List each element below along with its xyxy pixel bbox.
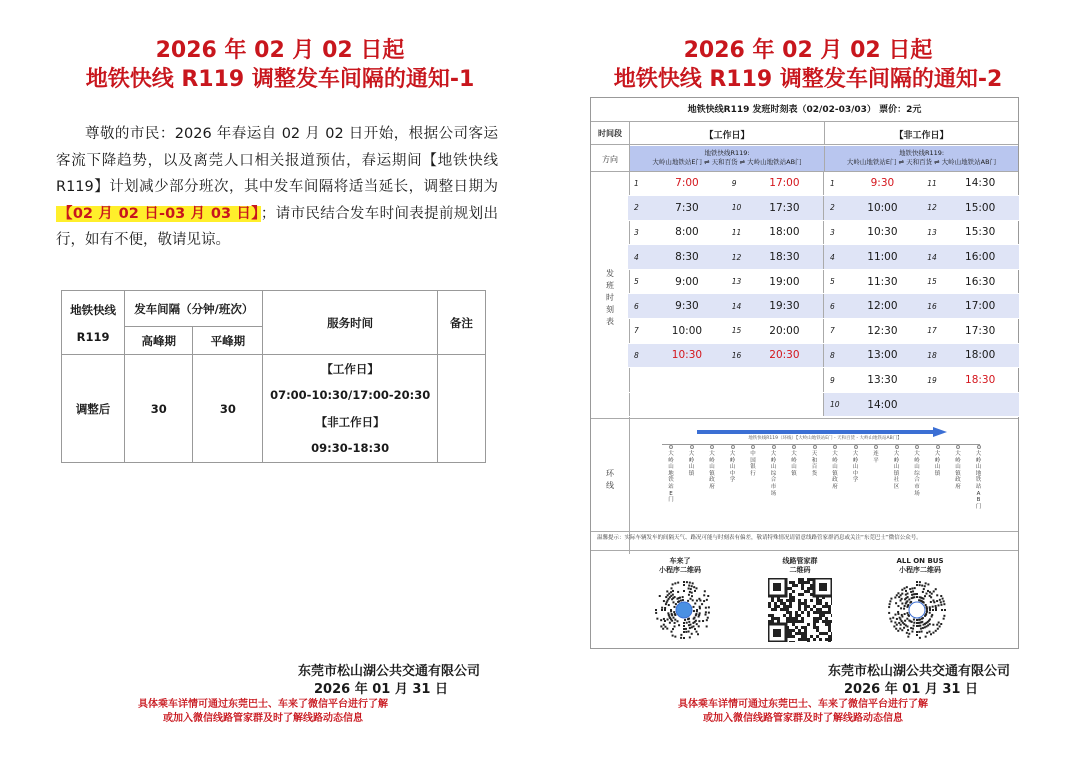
qr1-label: 车来了 小程序二维码: [659, 557, 701, 574]
stop-name: 大岭山镇政府: [955, 451, 961, 490]
stop-name: 大岭山地铁站AB门: [975, 451, 982, 510]
direction-workday: [630, 146, 824, 171]
schedule-row: [628, 319, 1019, 344]
trip-number: 6: [628, 294, 648, 319]
trip-number: 16: [921, 294, 941, 319]
qr2-label: 线路管家群 二维码: [782, 557, 818, 574]
departure-time: 7:00: [648, 171, 726, 196]
trip-number: 9: [823, 368, 843, 393]
left-company: 东莞市松山湖公共交通有限公司: [297, 664, 480, 679]
loop-stops: [660, 443, 990, 523]
remark-value: [437, 355, 485, 463]
stop-name: 大岭山综合市场: [770, 451, 777, 497]
departure-time: 14:30: [941, 171, 1019, 196]
loop-stop: [894, 445, 900, 491]
qr3-label: ALL ON BUS 小程序二维码: [896, 557, 944, 574]
trip-number: 2: [823, 196, 843, 221]
schedule-row: [628, 269, 1019, 294]
trip-number: 8: [628, 343, 648, 368]
stop-name: 大岭山镇政府: [832, 451, 838, 490]
right-title-line1: 2026 年 02 月 02 日起: [683, 38, 933, 63]
trip-number: 12: [921, 196, 941, 221]
trip-number: [628, 368, 648, 393]
direction-route-nonworkday: 地铁快线R119:: [898, 149, 945, 157]
stop-dot-icon: [833, 445, 837, 449]
stop-dot-icon: [874, 445, 878, 449]
direction-label: 方向: [602, 155, 618, 164]
nonworkday-label: 【非工作日】: [315, 414, 385, 429]
departure-time: 19:30: [746, 294, 824, 319]
stop-dot-icon: [977, 445, 981, 449]
loop-stop: [750, 445, 756, 477]
departure-time: 9:30: [844, 171, 922, 196]
service-interval-table: [61, 290, 486, 463]
departure-time: 10:30: [844, 220, 922, 245]
direction-nonworkday: [824, 146, 1018, 171]
stop-dot-icon: [854, 445, 858, 449]
stop-dot-icon: [813, 445, 817, 449]
departure-time: 16:30: [941, 269, 1019, 294]
departure-time: [648, 392, 726, 417]
direction-text-nonworkday: 大岭山地铁站E门 ⇌ 天和百货 ⇌ 大岭山地铁站AB门: [846, 158, 997, 166]
loop-stop: [812, 445, 818, 477]
trip-number: 13: [726, 269, 746, 294]
loop-stop: [832, 445, 838, 491]
offpeak-header: 平峰期: [193, 327, 263, 355]
departure-time: 20:00: [746, 319, 824, 344]
trip-number: 4: [823, 245, 843, 270]
departure-time: 18:00: [941, 343, 1019, 368]
stop-name: 大岭山镇: [791, 451, 797, 477]
period-workday: 【工作日】: [704, 131, 750, 141]
right-title-line2: 地铁快线 R119 调整发车间隔的通知-2: [613, 67, 1003, 92]
trip-number: 3: [628, 220, 648, 245]
trip-number: 15: [921, 269, 941, 294]
direction-route-workday: 地铁快线R119:: [704, 149, 750, 157]
trip-number: [921, 392, 941, 417]
trip-number: 9: [726, 171, 746, 196]
schedule-row: [628, 343, 1019, 368]
departure-time: [746, 392, 824, 417]
stop-dot-icon: [669, 445, 673, 449]
left-signature: [230, 663, 480, 699]
departure-time: 7:30: [648, 196, 726, 221]
stop-name: 大岭山地铁站E门: [668, 451, 674, 504]
stop-dot-icon: [710, 445, 714, 449]
workday-time: 07:00-10:30/17:00-20:30: [270, 388, 431, 402]
notice-separator-bottom: [591, 550, 1018, 551]
offpeak-interval-value: 30: [193, 355, 263, 463]
stop-dot-icon: [936, 445, 940, 449]
stop-name: 大岭山中学: [729, 451, 736, 484]
departure-time: 15:30: [941, 220, 1019, 245]
departure-time: [648, 368, 726, 393]
schedule-row: [628, 294, 1019, 319]
departure-time: 19:00: [746, 269, 824, 294]
interval-header: 发车间隔（分钟/班次）: [125, 291, 263, 327]
stop-dot-icon: [895, 445, 899, 449]
stop-dot-icon: [751, 445, 755, 449]
departure-time: [941, 392, 1019, 417]
departure-time: 12:00: [844, 294, 922, 319]
workday-label: 【工作日】: [321, 361, 379, 376]
loop-separator: [591, 418, 1018, 419]
trip-number: 10: [726, 196, 746, 221]
peak-header: 高峰期: [125, 327, 193, 355]
loop-stop: [730, 445, 736, 484]
trip-number: 3: [823, 220, 843, 245]
right-company: 东莞市松山湖公共交通有限公司: [827, 664, 1010, 679]
loop-header: 地铁快线R119（环线）【大岭山地铁站E门 - 天和百货 - 大岭山地铁站AB门】: [748, 436, 902, 441]
trip-number: 13: [921, 220, 941, 245]
allonbus-miniprogram-qr-icon[interactable]: [885, 578, 949, 642]
loop-stop: [668, 445, 674, 504]
direction-text-workday: 大岭山地铁站E门 ⇌ 天和百货 ⇌ 大岭山地铁站AB门: [652, 158, 802, 166]
stop-name: 大岭山镇: [934, 451, 941, 477]
left-title-line2: 地铁快线 R119 调整发车间隔的通知-1: [85, 67, 475, 92]
departure-time: 9:00: [648, 269, 726, 294]
trip-number: 2: [628, 196, 648, 221]
loop-stop: [935, 445, 941, 477]
loop-stop: [914, 445, 920, 497]
left-notice-title: [20, 36, 540, 94]
departure-time: 17:30: [941, 319, 1019, 344]
stop-dot-icon: [956, 445, 960, 449]
loop-direction-arrow: [697, 422, 947, 432]
loop-label: 环线: [606, 469, 614, 490]
intro-text-after: ；请市民结合发车时间表提前规划出行，如有不便，敬请见谅。: [56, 205, 498, 248]
departure-time: 11:00: [844, 245, 922, 270]
loop-stop: [709, 445, 715, 491]
trip-number: 15: [726, 319, 746, 344]
left-date: 2026 年 01 月 31 日: [314, 682, 448, 697]
left-tip-line1: 具体乘车详情可通过东莞巴士、车来了微信平台进行了解: [138, 699, 388, 710]
trip-number: 12: [726, 245, 746, 270]
right-signature: [760, 663, 1010, 699]
trip-number: 5: [628, 269, 648, 294]
departure-time: 18:00: [746, 220, 824, 245]
trip-number: [726, 368, 746, 393]
line-manager-group-qr-icon[interactable]: [768, 578, 832, 642]
left-tip: [128, 698, 398, 726]
departure-time: 13:30: [844, 368, 922, 393]
stop-dot-icon: [690, 445, 694, 449]
service-time-value: [263, 355, 437, 463]
departure-time: 17:30: [746, 196, 824, 221]
departure-time: 12:30: [844, 319, 922, 344]
period-row: [591, 122, 1018, 145]
loop-stop: [771, 445, 777, 497]
left-tip-line2: 或加入微信线路管家群及时了解线路动态信息: [163, 713, 363, 724]
right-tip-line2: 或加入微信线路管家群及时了解线路动态信息: [703, 713, 903, 724]
route-name-line1: 地铁快线: [70, 302, 117, 317]
stop-dot-icon: [731, 445, 735, 449]
schedule-row: [628, 392, 1019, 417]
period-nonworkday: 【非工作日】: [824, 122, 1018, 144]
trip-number: 7: [628, 319, 648, 344]
departure-time: 14:00: [844, 392, 922, 417]
right-tip-line1: 具体乘车详情可通过东莞巴士、车来了微信平台进行了解: [678, 699, 928, 710]
schedule-row: [628, 220, 1019, 245]
remark-header: 备注: [437, 291, 485, 355]
trip-number: 18: [921, 343, 941, 368]
loop-stop: [791, 445, 797, 477]
schedule-row: [628, 368, 1019, 393]
stop-name: 大岭山镇: [688, 451, 695, 477]
route-name-line2: R119: [76, 329, 110, 344]
peak-interval-value: 30: [125, 355, 193, 463]
departure-time: 17:00: [941, 294, 1019, 319]
intro-date-highlight: 【02 月 02 日-03 月 03 日】: [58, 205, 259, 222]
departure-time: 9:30: [648, 294, 726, 319]
schedule-row: [628, 171, 1019, 196]
stop-dot-icon: [792, 445, 796, 449]
trip-number: 16: [726, 343, 746, 368]
stop-name: 大岭山镇社区: [893, 451, 900, 490]
departure-time: 8:30: [648, 245, 726, 270]
departure-time: 10:00: [648, 319, 726, 344]
loop-stop: [976, 445, 982, 510]
direction-row: [591, 146, 1018, 172]
loop-stop: [689, 445, 695, 477]
period-label: 时间段: [598, 129, 622, 138]
trip-number: [628, 392, 648, 417]
trip-number: 11: [726, 220, 746, 245]
trip-number: 1: [628, 171, 648, 196]
stop-name: 大岭山镇政府: [709, 451, 715, 490]
intro-text-before: 尊敬的市民：2026 年春运自 02 月 02 日开始，根据公司客运客流下降趋势，以及离莞人口相关报道预估，春运期间【地铁快线 R119】计划减少部分班次，其中发车间隔将适当延长，调整日期为: [56, 126, 498, 195]
departure-time: 18:30: [746, 245, 824, 270]
trip-number: 14: [726, 294, 746, 319]
trip-number: 11: [921, 171, 941, 196]
loop-stop: [853, 445, 859, 484]
nonworkday-time: 09:30-18:30: [311, 441, 390, 455]
notice-separator-top: [591, 531, 1018, 532]
stop-name: 大岭山中学: [852, 451, 859, 484]
trip-number: 6: [823, 294, 843, 319]
departure-time: 17:00: [746, 171, 824, 196]
departure-time: 10:00: [844, 196, 922, 221]
departure-time: [746, 368, 824, 393]
stop-dot-icon: [772, 445, 776, 449]
trip-number: [726, 392, 746, 417]
loop-stop: [873, 445, 879, 464]
loop-stop: [955, 445, 961, 491]
departure-time: 20:30: [746, 343, 824, 368]
stop-name: 大岭山综合市场: [914, 451, 920, 497]
chelaile-miniprogram-qr-icon[interactable]: [652, 578, 716, 642]
trip-number: 1: [823, 171, 843, 196]
adjusted-row-label: 调整后: [62, 355, 125, 463]
left-title-line1: 2026 年 02 月 02 日起: [155, 38, 405, 63]
trip-number: 14: [921, 245, 941, 270]
trip-number: 8: [823, 343, 843, 368]
departure-time: 13:00: [844, 343, 922, 368]
board-title: 地铁快线R119 发班时刻表（02/02-03/03） 票价：2元: [591, 98, 1018, 122]
service-time-header: 服务时间: [263, 291, 437, 355]
stop-name: 天和百货: [811, 451, 818, 477]
schedule-row: [628, 245, 1019, 270]
schedule-label: 发班时刻表: [606, 269, 614, 326]
right-tip: [658, 698, 948, 726]
trip-number: 10: [823, 392, 843, 417]
intro-paragraph: [56, 121, 498, 254]
stop-name: 中国银行: [750, 451, 756, 477]
trip-number: 19: [921, 368, 941, 393]
departure-time: 10:30: [648, 343, 726, 368]
trip-number: 17: [921, 319, 941, 344]
right-date: 2026 年 01 月 31 日: [844, 682, 978, 697]
departure-time: 15:00: [941, 196, 1019, 221]
schedule-row: [628, 196, 1019, 221]
departure-time: 8:00: [648, 220, 726, 245]
trip-number: 5: [823, 269, 843, 294]
trip-number: 4: [628, 245, 648, 270]
departure-time: 16:00: [941, 245, 1019, 270]
stop-dot-icon: [915, 445, 919, 449]
right-notice-title: [548, 36, 1068, 94]
departure-time: 18:30: [941, 368, 1019, 393]
stop-name: 连平: [873, 451, 879, 464]
notice-text: 温馨提示：实际车辆发车的间隔天气、路况可能与时刻表有偏差，敬请特殊情况请留意线路管家群消息或关注“东莞巴士”微信公众号。: [597, 535, 922, 541]
schedule-table: [628, 171, 1019, 417]
departure-time: 11:30: [844, 269, 922, 294]
trip-number: 7: [823, 319, 843, 344]
route-header-cell: [62, 291, 125, 355]
